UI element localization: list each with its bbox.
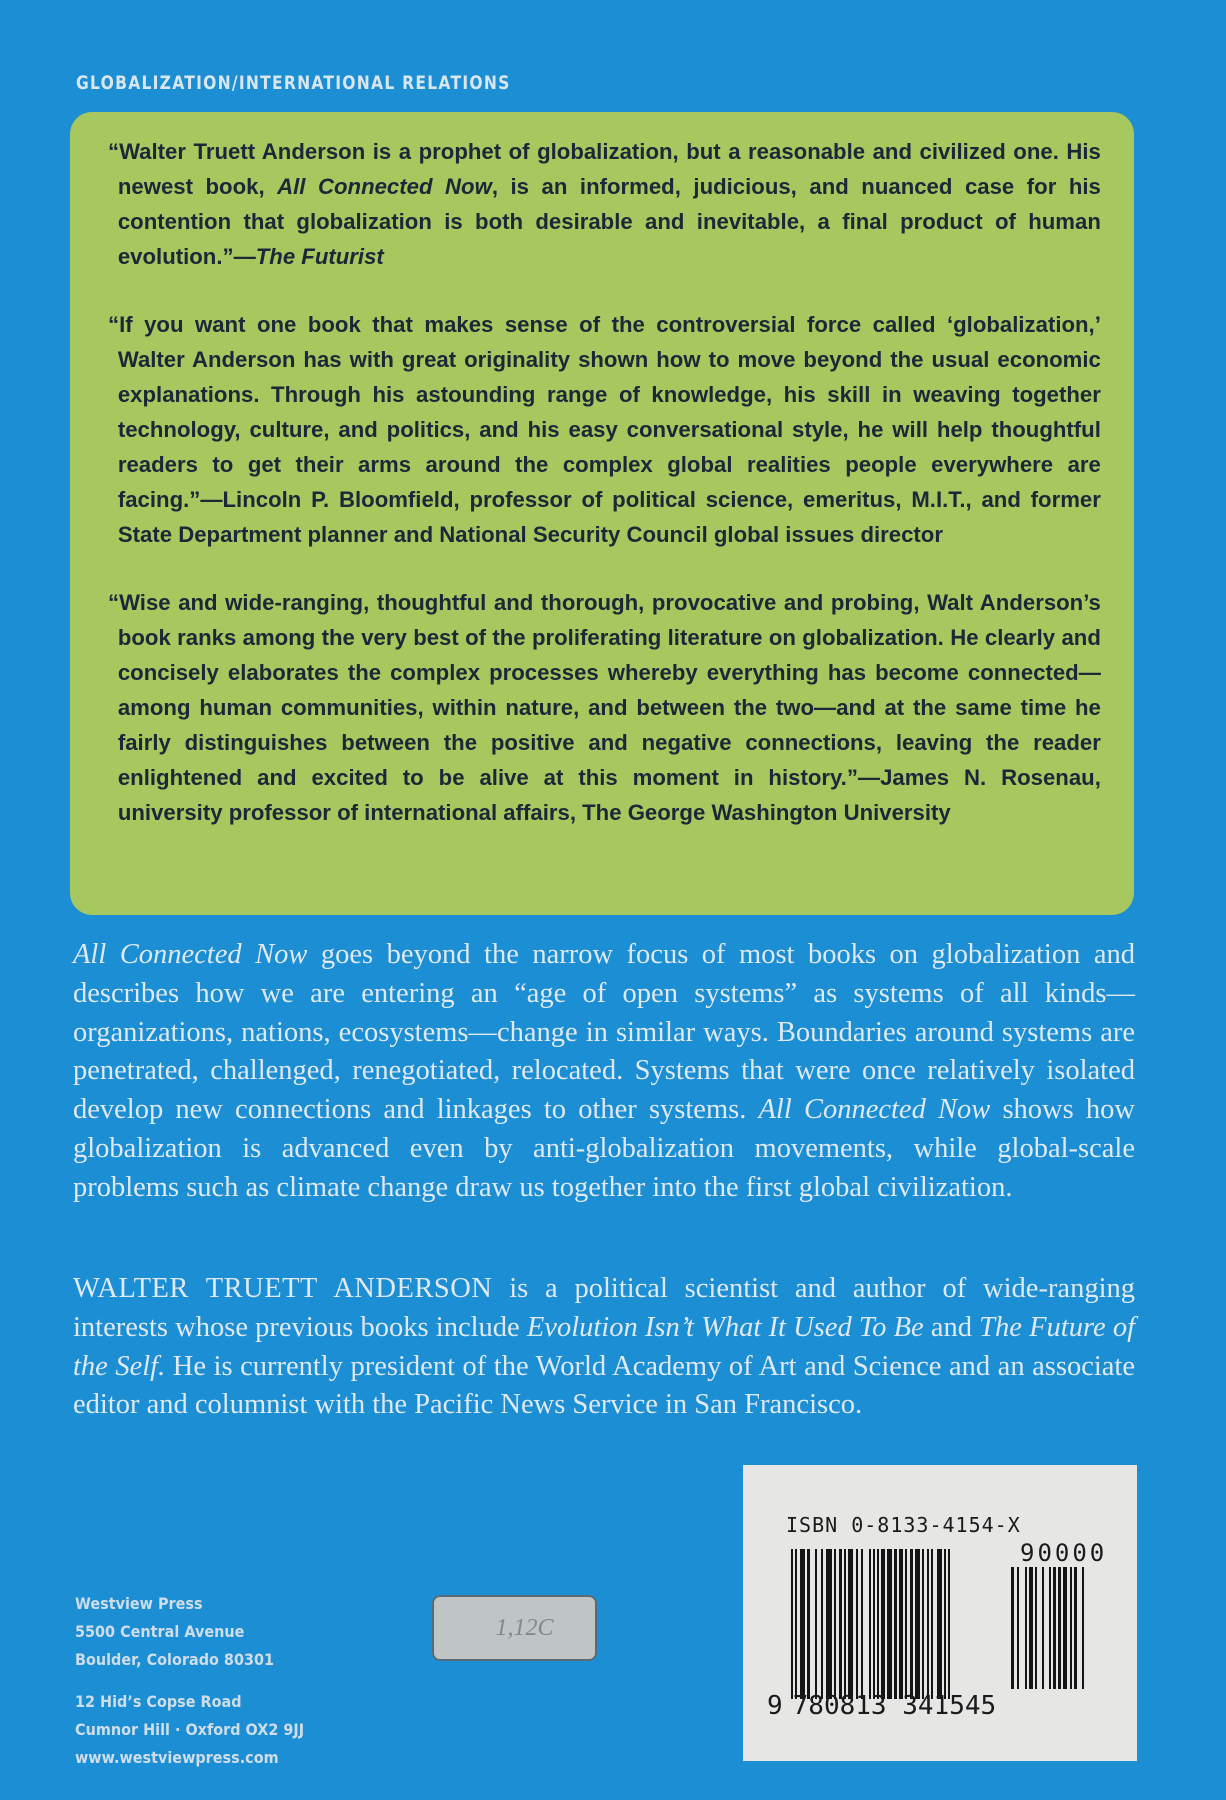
quote-text: , is an informed, judicious, and nuanced case for his contention that globalization is both desirable and inevitable, a final product of human evolution.”—: [117, 174, 1101, 269]
author-bio: [73, 1270, 1135, 1425]
book-title: All Connected Now: [73, 939, 308, 970]
publisher-website: www.westviewpress.com: [75, 1748, 279, 1767]
description-text: shows how globalization is advanced even by anti-globalization movements, while global-scale problems such as climate change draw us together into the first global civilization.: [73, 1094, 1135, 1203]
publisher-uk-address-line1: 12 Hid’s Copse Road: [75, 1692, 242, 1711]
quote-text: “Walter Truett Anderson is a prophet of globalization, but a reasonable and civilized one. His newest book,: [108, 139, 1101, 199]
spacer: [75, 1674, 304, 1688]
bio-text: and: [923, 1311, 980, 1343]
review-quote-futurist: [108, 134, 1101, 274]
bio-text: is a political scientist and author of wide-ranging interests whose previous books include: [73, 1273, 1135, 1343]
review-quote-bloomfield: “If you want one book that makes sense of the controversial force called ‘globalization,’ Walter Anderson has with great originality shown how to move beyond the usual economic explanations. Through his astounding range of knowledge, his skill in weaving together technology, culture, and politics, and his easy conversational style, he will help thoughtful readers to get their arms around the complex global realities people everywhere are facing.”—Lincoln P. Bloomfield, professor of political science, emeritus, M.I.T., and former State Department planner and National Security Council global issues director: [108, 312, 1101, 547]
isbn-number: ISBN 0-8133-4154-X: [786, 1513, 1021, 1537]
ean-first-digit: 9: [767, 1691, 783, 1721]
publisher-name: Westview Press: [75, 1594, 203, 1613]
book-title: All Connected Now: [277, 174, 492, 199]
price-sticker: [432, 1595, 597, 1661]
addon-barcode-bars: [1011, 1567, 1111, 1689]
publisher-us-address-line1: 5500 Central Avenue: [75, 1622, 245, 1641]
isbn-barcode: [743, 1465, 1137, 1761]
publisher-us-address-line2: Boulder, Colorado 80301: [75, 1650, 275, 1669]
previous-book-title: The Future of the Self.: [73, 1311, 1135, 1382]
ean-digits: [767, 1691, 996, 1721]
barcode-bar: [1082, 1567, 1084, 1689]
publisher-info: [75, 1590, 304, 1772]
ean-barcode-bars: [791, 1549, 995, 1699]
previous-book-title: Evolution Isn’t What It Used To Be: [526, 1311, 924, 1343]
bio-text: He is currently president of the World Academy of Art and Science and an associate editor and columnist with the Pacific News Service in San Francisco.: [73, 1350, 1135, 1421]
publisher-uk-address-line2: Cumnor Hill · Oxford OX2 9JJ: [75, 1720, 305, 1739]
ean-left-digits: 780813: [792, 1691, 887, 1721]
book-title: All Connected Now: [758, 1094, 991, 1126]
quote-source: The Futurist: [255, 244, 384, 269]
ean-right-digits: 341545: [902, 1691, 997, 1721]
review-quotes-panel: [70, 112, 1134, 915]
book-description: [73, 936, 1135, 1208]
barcode-bar: [948, 1549, 950, 1699]
category-label: GLOBALIZATION/INTERNATIONAL RELATIONS: [76, 72, 511, 94]
description-text: goes beyond the narrow focus of most books on globalization and describes how we are entering an “age of open systems” as systems of all kinds—organizations, nations, ecosystems—change in similar ways. Boundaries around systems are penetrated, challenged, renegotiated, relocated. Systems that were once relatively isolated develop new connections and linkages to other systems.: [73, 939, 1135, 1126]
addon-price-code: 90000: [1020, 1539, 1108, 1567]
review-quote-rosenau: “Wise and wide-ranging, thoughtful and thorough, provocative and probing, Walt Anderson’s book ranks among the very best of the proliferating literature on globalization. He clearly and concisely elaborates the complex processes whereby everything has become connected—among human communities, within nature, and between the two—and at the same time he fairly distinguishes between the positive and negative connections, leaving the reader enlightened and excited to be alive at this moment in history.”—James N. Rosenau, university professor of international affairs, The George Washington University: [108, 590, 1101, 825]
price-sticker-text: 1,12C: [495, 1614, 554, 1641]
author-name: WALTER TRUETT ANDERSON: [73, 1273, 493, 1304]
